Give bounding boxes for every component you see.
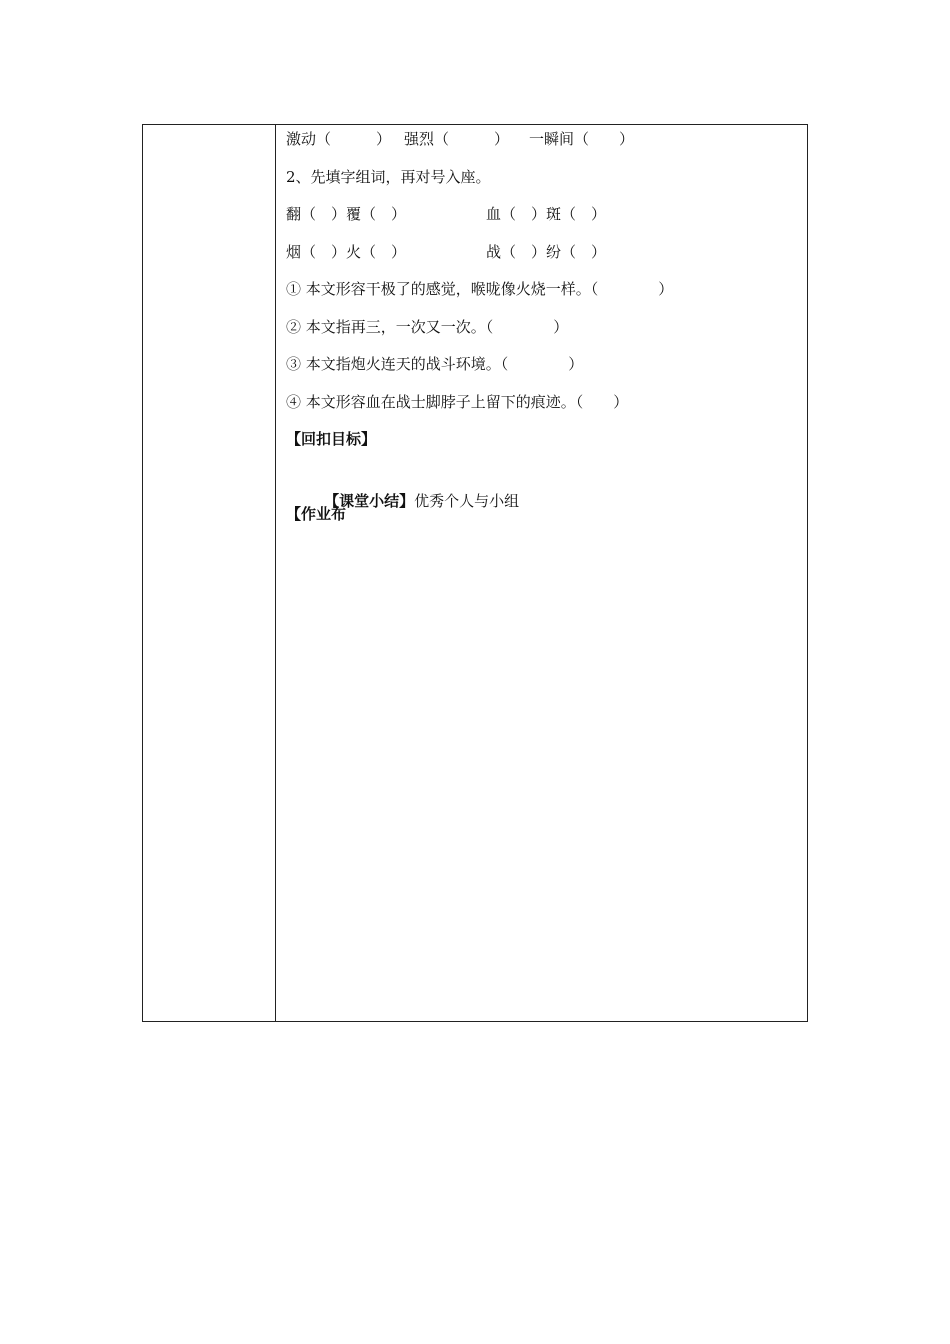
exercise2-row-2 xyxy=(286,240,786,264)
exercise1-item-2: 强烈（ ） xyxy=(404,130,510,148)
exercise2-sentence-3: ③ 本文指炮火连天的战斗环境。（ ） xyxy=(286,355,584,373)
word-pair-xue-ban: 血（ ）斑（ ） xyxy=(486,205,607,223)
exercise1-item-3: 一瞬间（ ） xyxy=(529,130,635,148)
class-summary-text: 优秀个人与小组 xyxy=(414,492,520,510)
exercise2-instruction: 2、先填字组词，再对号入座。 xyxy=(286,168,491,186)
word-pair-yan-huo: 烟（ ）火（ ） xyxy=(286,243,407,261)
exercise2-sentence-2: ② 本文指再三，一次又一次。（ ） xyxy=(286,318,569,336)
exercise1-item-1: 激动（ ） xyxy=(286,130,392,148)
exercise2-sentence-4: ④ 本文形容血在战士脚脖子上留下的痕迹。（ ） xyxy=(286,393,629,411)
class-summary-label: 【课堂小结】 xyxy=(324,492,415,510)
exercise2-sentence-1: ① 本文形容干极了的感觉，喉咙像火烧一样。（ ） xyxy=(286,280,674,298)
homework-heading: 【作业布 xyxy=(286,505,347,523)
exercise1-line xyxy=(286,127,786,151)
word-pair-fan-fu: 翻（ ）覆（ ） xyxy=(286,205,407,223)
review-goal-heading: 【回扣目标】 xyxy=(286,430,377,448)
word-pair-zhan-fen: 战（ ）纷（ ） xyxy=(486,243,607,261)
class-summary-line xyxy=(286,465,520,510)
left-column-cell xyxy=(143,125,276,1021)
exercise2-row-1 xyxy=(286,202,786,226)
lesson-plan-table xyxy=(142,124,808,1022)
content-cell xyxy=(276,125,807,1021)
